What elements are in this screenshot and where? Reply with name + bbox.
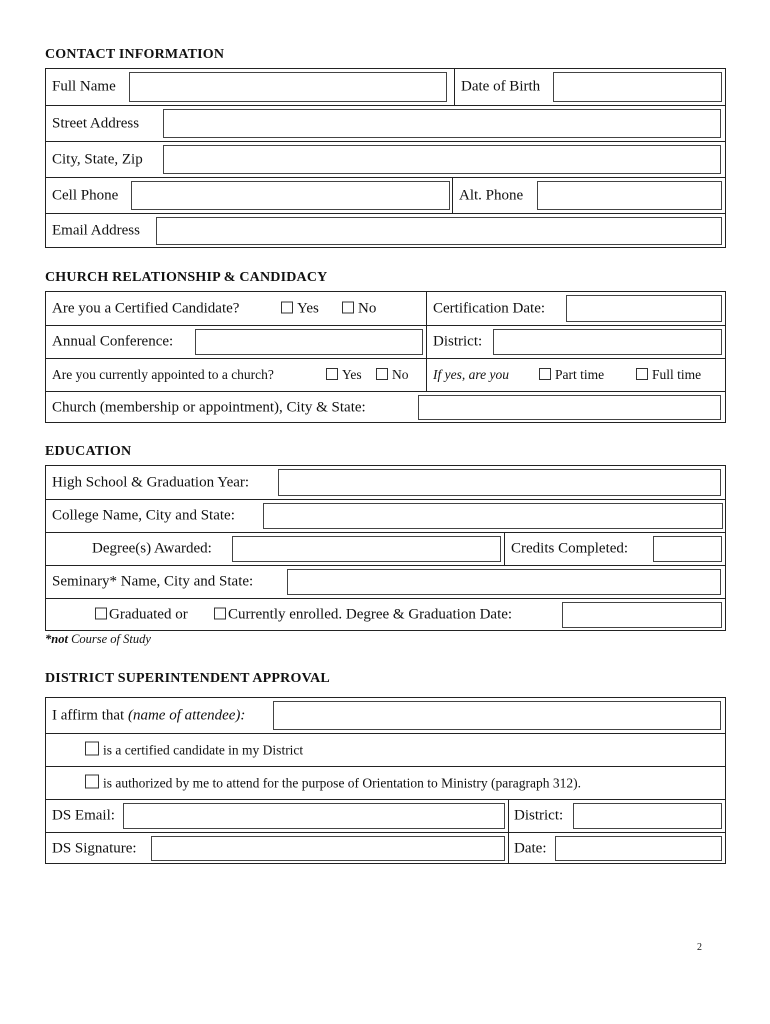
city-label: City, State, Zip <box>52 151 143 167</box>
if-yes-label: If yes, are you <box>433 367 509 382</box>
ds-signature-label: DS Signature: <box>52 840 137 856</box>
certified-candidate-option[interactable]: is a certified candidate in my District <box>85 742 303 759</box>
high-school-label: High School & Graduation Year: <box>52 474 250 490</box>
contact-heading: CONTACT INFORMATION <box>45 47 225 62</box>
church-field[interactable] <box>418 395 721 420</box>
part-time-option[interactable]: Part time <box>539 367 604 383</box>
ds-district-field[interactable] <box>573 803 722 829</box>
education-heading: EDUCATION <box>45 444 132 459</box>
checkbox-icon[interactable] <box>539 368 551 380</box>
ds-email-field[interactable] <box>123 803 505 829</box>
checkbox-icon[interactable] <box>342 301 354 313</box>
appointed-no-option[interactable]: No <box>376 367 409 383</box>
alt-phone-field[interactable] <box>537 181 722 210</box>
ds-district-label: District: <box>514 807 564 824</box>
ds-heading: DISTRICT SUPERINTENDENT APPROVAL <box>45 671 330 686</box>
checkbox-icon[interactable] <box>326 368 338 380</box>
education-table <box>45 465 726 631</box>
ds-date-field[interactable] <box>555 836 722 861</box>
authorized-option[interactable]: is authorized by me to attend for the purpose of Orientation to Ministry (paragraph 312). <box>85 775 581 792</box>
high-school-field[interactable] <box>278 469 721 496</box>
alt-phone-label: Alt. Phone <box>459 187 524 203</box>
college-field[interactable] <box>263 503 723 529</box>
annual-conf-field[interactable] <box>195 329 423 355</box>
certified-question: Are you a Certified Candidate? <box>52 300 240 316</box>
footnote: *not Course of Study <box>45 632 151 646</box>
email-label: Email Address <box>52 222 140 239</box>
checkbox-icon[interactable] <box>636 368 648 380</box>
district-field[interactable] <box>493 329 722 355</box>
appointed-yes-option[interactable]: Yes <box>326 367 362 383</box>
dob-label: Date of Birth <box>461 78 541 95</box>
certified-no-option[interactable]: No <box>342 300 376 317</box>
full-time-option[interactable]: Full time <box>636 367 701 383</box>
cell-phone-field[interactable] <box>131 181 450 210</box>
church-heading: CHURCH RELATIONSHIP & CANDIDACY <box>45 270 328 285</box>
street-field[interactable] <box>163 109 721 138</box>
cell-phone-label: Cell Phone <box>52 187 119 203</box>
page-number: 2 <box>697 942 702 953</box>
city-field[interactable] <box>163 145 721 174</box>
annual-conf-label: Annual Conference: <box>52 333 174 350</box>
checkbox-icon[interactable] <box>214 608 226 620</box>
certified-yes-option[interactable]: Yes <box>281 300 319 317</box>
degree-date-field[interactable] <box>562 602 722 628</box>
affirm-label: I affirm that (name of attendee): <box>52 707 246 723</box>
ds-date-label: Date: <box>514 840 547 856</box>
church-label: Church (membership or appointment), City & State: <box>52 399 366 415</box>
ds-table <box>45 697 726 864</box>
church-table <box>45 291 726 423</box>
credits-field[interactable] <box>653 536 722 562</box>
college-label: College Name, City and State: <box>52 507 235 524</box>
ds-signature-field[interactable] <box>151 836 505 861</box>
contact-table <box>45 68 726 248</box>
cert-date-field[interactable] <box>566 295 722 322</box>
full-name-label: Full Name <box>52 78 116 95</box>
degrees-field[interactable] <box>232 536 501 562</box>
dob-field[interactable] <box>553 72 722 102</box>
email-field[interactable] <box>156 217 722 245</box>
graduated-option[interactable]: Graduated or <box>95 607 188 624</box>
full-name-field[interactable] <box>129 72 447 102</box>
ds-email-label: DS Email: <box>52 807 115 824</box>
seminary-field[interactable] <box>287 569 721 595</box>
checkbox-icon[interactable] <box>376 368 388 380</box>
attendee-name-field[interactable] <box>273 701 721 730</box>
cert-date-label: Certification Date: <box>433 300 546 316</box>
checkbox-icon[interactable] <box>85 742 99 756</box>
checkbox-icon[interactable] <box>95 608 107 620</box>
appointed-question: Are you currently appointed to a church? <box>52 367 274 382</box>
district-label: District: <box>433 333 483 350</box>
checkbox-icon[interactable] <box>85 775 99 789</box>
checkbox-icon[interactable] <box>281 301 293 313</box>
street-label: Street Address <box>52 115 140 131</box>
enrolled-option[interactable]: Currently enrolled. Degree & Graduation Date: <box>214 607 512 624</box>
seminary-label: Seminary* Name, City and State: <box>52 573 254 590</box>
degrees-label: Degree(s) Awarded: <box>92 540 212 557</box>
credits-label: Credits Completed: <box>511 540 629 557</box>
